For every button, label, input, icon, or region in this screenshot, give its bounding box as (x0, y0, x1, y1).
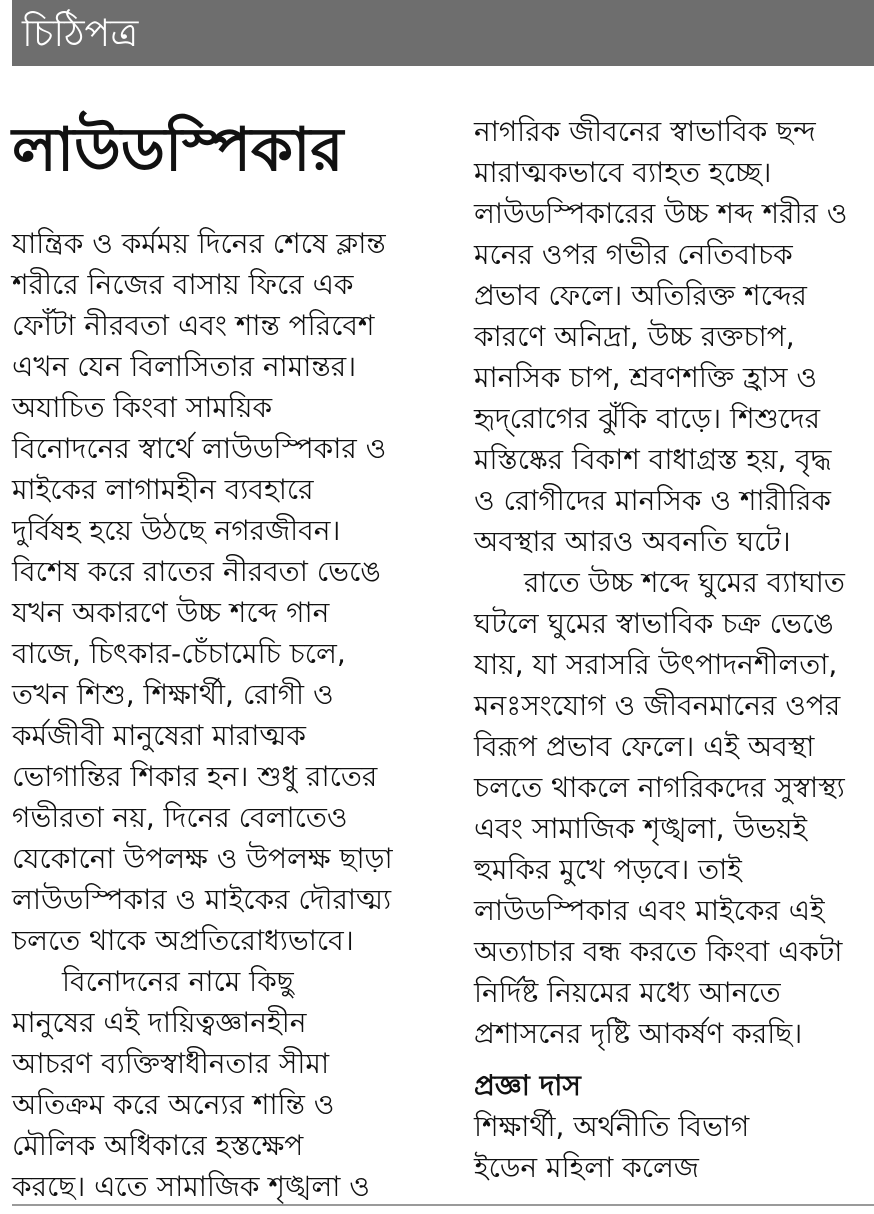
body-line: আচরণ ব্যক্তিস্বাধীনতার সীমা (12, 1047, 330, 1080)
body-line: মনের ওপর গভীর নেতিবাচক (474, 238, 793, 271)
body-line: বিরূপ প্রভাব ফেলে। এই অবস্থা (474, 730, 815, 763)
body-line: চলতে থাকে অপ্রতিরোধ্যভাবে। (12, 924, 354, 957)
section-header-bar (12, 0, 874, 66)
body-line: গভীরতা নয়, দিনের বেলাতেও (12, 801, 348, 834)
body-line: যেকোনো উপলক্ষ ও উপলক্ষ ছাড়া (12, 842, 393, 875)
body-line: অবস্থার আরও অবনতি ঘটে। (474, 525, 791, 558)
body-line: হৃদ্‌রোগের ঝুঁকি বাড়ে। শিশুদের (474, 402, 821, 435)
body-line: মাইকের লাগামহীন ব্যবহারে (12, 473, 314, 506)
body-line: ঘটলে ঘুমের স্বাভাবিক চক্র ভেঙে (474, 607, 834, 640)
body-line: শরীরে নিজের বাসায় ফিরে এক (12, 268, 354, 301)
body-line: এবং সামাজিক শৃঙ্খলা, উভয়ই (474, 812, 808, 845)
body-line: কারণে অনিদ্রা, উচ্চ রক্তচাপ, (474, 320, 795, 353)
body-line: নাগরিক জীবনের স্বাভাবিক ছন্দ (474, 115, 816, 148)
body-line: ভোগান্তির শিকার হন। শুধু রাতের (12, 760, 378, 793)
body-line: বাজে, চিৎকার-চেঁচামেচি চলে, (12, 637, 346, 670)
body-line: নির্দিষ্ট নিয়মের মধ্যে আনতে (474, 976, 781, 1009)
section-title: চিঠিপত্র (22, 11, 139, 55)
body-line: হুমকির মুখে পড়বে। তাই (474, 853, 742, 886)
body-line: অতিক্রম করে অন্যের শান্তি ও (12, 1088, 335, 1121)
body-line: লাউডস্পিকার ও মাইকের দৌরাত্ম্য (12, 883, 392, 916)
body-line: লাউডস্পিকারের উচ্চ শব্দ শরীর ও (474, 197, 848, 230)
body-line: এখন যেন বিলাসিতার নামান্তর। (12, 350, 357, 383)
body-line: প্রশাসনের দৃষ্টি আকর্ষণ করছি। (474, 1017, 803, 1050)
body-line: চলতে থাকলে নাগরিকদের সুস্বাস্থ্য (474, 771, 845, 804)
body-line: মনঃসংযোগ ও জীবনমানের ওপর (474, 689, 841, 722)
body-line: লাউডস্পিকার এবং মাইকের এই (474, 894, 825, 927)
body-line: করছে। এতে সামাজিক শৃঙ্খলা ও (12, 1170, 370, 1203)
signature-institution: ইডেন মহিলা কলেজ (474, 1151, 699, 1184)
signature-name: প্রজ্ঞা দাস (474, 1069, 581, 1102)
signature-role: শিক্ষার্থী, অর্থনীতি বিভাগ (474, 1110, 750, 1143)
body-line: মানুষের এই দায়িত্বজ্ঞানহীন (12, 1006, 307, 1039)
body-line: মানসিক চাপ, শ্রবণশক্তি হ্রাস ও (474, 361, 818, 394)
body-line: তখন শিশু, শিক্ষার্থী, রোগী ও (12, 678, 334, 711)
body-line: মারাত্মকভাবে ব্যাহত হচ্ছে। (474, 156, 772, 189)
body-line: কর্মজীবী মানুষেরা মারাত্মক (12, 719, 306, 752)
body-line: দুর্বিষহ হয়ে উঠছে নগরজীবন। (12, 514, 341, 547)
body-line-indented: রাতে উচ্চ শব্দে ঘুমের ব্যাঘাত (524, 566, 845, 599)
body-line: যান্ত্রিক ও কর্মময় দিনের শেষে ক্লান্ত (12, 227, 386, 260)
body-line: বিনোদনের স্বার্থে লাউডস্পিকার ও (12, 432, 387, 465)
body-line: ও রোগীদের মানসিক ও শারীরিক (474, 484, 831, 517)
body-line: প্রভাব ফেলে। অতিরিক্ত শব্দের (474, 279, 807, 312)
body-line: ফোঁটা নীরবতা এবং শান্ত পরিবেশ (12, 309, 375, 342)
body-line: যায়, যা সরাসরি উৎপাদনশীলতা, (474, 648, 838, 681)
body-line: অযাচিত কিংবা সাময়িক (12, 391, 273, 424)
article-headline: লাউডস্পিকার (12, 115, 344, 185)
body-line: যখন অকারণে উচ্চ শব্দে গান (12, 596, 330, 629)
body-line-indented: বিনোদনের নামে কিছু (62, 965, 294, 998)
body-line: বিশেষ করে রাতের নীরবতা ভেঙে (12, 555, 381, 588)
bottom-divider (12, 1204, 874, 1206)
body-line: অত্যাচার বন্ধ করতে কিংবা একটা (474, 935, 843, 968)
body-line: মস্তিষ্কের বিকাশ বাধাগ্রস্ত হয়, বৃদ্ধ (474, 443, 832, 476)
body-line: মৌলিক অধিকারে হস্তক্ষেপ (12, 1129, 304, 1162)
